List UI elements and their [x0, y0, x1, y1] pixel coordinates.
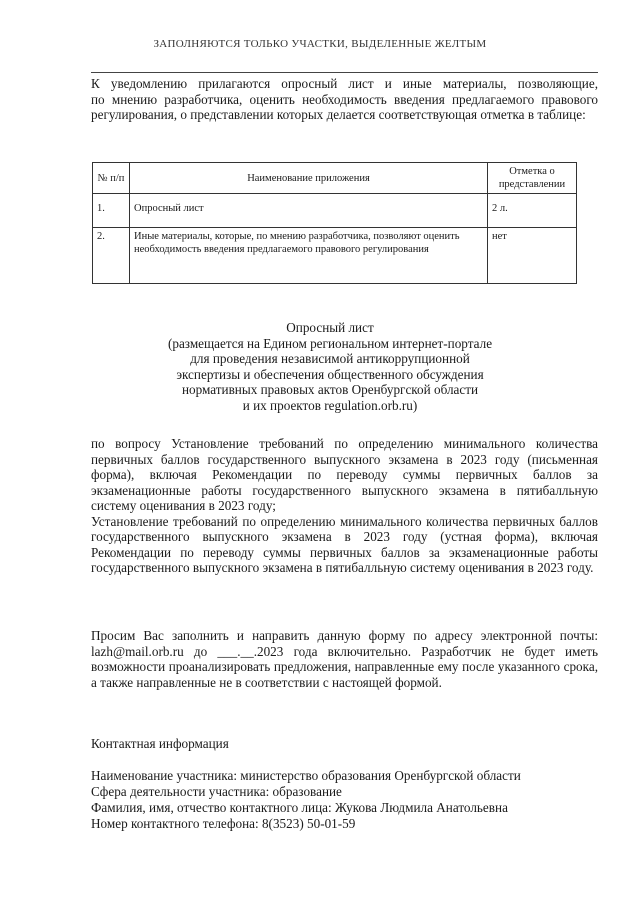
contact-sphere: Сфера деятельности участника: образование — [91, 784, 342, 799]
page-header: ЗАПОЛНЯЮТСЯ ТОЛЬКО УЧАСТКИ, ВЫДЕЛЕННЫЕ ЖЕЛТЫМ — [153, 38, 487, 50]
row-number: 1. — [93, 194, 130, 228]
questionnaire-line: и их проектов regulation.orb.ru) — [242, 397, 418, 413]
contact-participant: Наименование участника: министерство образования Оренбургской области — [91, 768, 521, 783]
questionnaire-line: (размещается на Едином региональном интернет-портале — [167, 335, 493, 351]
question-section — [91, 436, 598, 576]
row-number: 2. — [93, 228, 130, 284]
request-section — [91, 628, 598, 690]
intro-line-2: по мнению разработчика, оценить необходимость введения предлагаемого правового регулирования, о представлении которых делается соответствующая отметка в таблице: — [91, 91, 598, 122]
row-mark: 2 л. — [488, 194, 577, 228]
contact-person: Фамилия, имя, отчество контактного лица: Жукова Людмила Анатольевна — [91, 800, 508, 815]
row-name: Иные материалы, которые, по мнению разработчика, позволяют оценить необходимость введения предлагаемого правового регулирования — [130, 228, 488, 284]
request-paragraph: Просим Вас заполнить и направить данную форму по адресу электронной почты: lazh@mail.orb.ru до ___.__.2023 года включительно. Разработчик не будет иметь возможности проанализировать предложения, направленные ему после указанного срока, а также направленные не в соответствии с настоящей формой. — [91, 628, 598, 690]
contact-phone: Номер контактного телефона: 8(3523) 50-01-59 — [91, 816, 356, 831]
table-header-row — [93, 163, 577, 194]
intro-line-1: К уведомлению прилагаются опросный лист и иные материалы, позволяющие, — [91, 76, 598, 91]
questionnaire-line: экспертизы и обеспечения общественного обсуждения — [176, 366, 484, 382]
top-rule — [91, 72, 598, 73]
header-name: Наименование приложения — [130, 163, 488, 194]
header-number: № п/п — [93, 163, 130, 194]
table-row — [93, 194, 577, 228]
contacts-title: Контактная информация — [91, 736, 229, 751]
questionnaire-line: для проведения независимой антикоррупционной — [190, 351, 470, 366]
questionnaire-line: нормативных правовых актов Оренбургской области — [181, 382, 479, 397]
header-mark: Отметка о представлении — [488, 163, 577, 194]
contacts-block — [91, 768, 521, 832]
row-name: Опросный лист — [130, 194, 488, 228]
question-paragraph-2: Установление требований по определению минимального количества первичных баллов государственного выпускного экзамена в 2023 году (устная форма), включая Рекомендации по переводу суммы первичных баллов за экзаменационные работы государственного выпускного экзамена в пятибалльную систему оценивания в 2023 году. — [91, 513, 598, 575]
question-paragraph-1: по вопросу Установление требований по определению минимального количества первичных баллов государственного выпускного экзамена в 2023 году (письменная форма), включая Рекомендации по переводу суммы первичных баллов за экзаменационные работы государственного выпускного экзамена в пятибалльную систему оценивания в 2023 году; — [91, 436, 598, 513]
attachments-table — [92, 162, 577, 284]
intro-section — [91, 76, 598, 123]
table-row — [93, 228, 577, 284]
questionnaire-title: Опросный лист — [286, 320, 374, 335]
row-mark: нет — [488, 228, 577, 284]
questionnaire-heading — [120, 320, 540, 413]
